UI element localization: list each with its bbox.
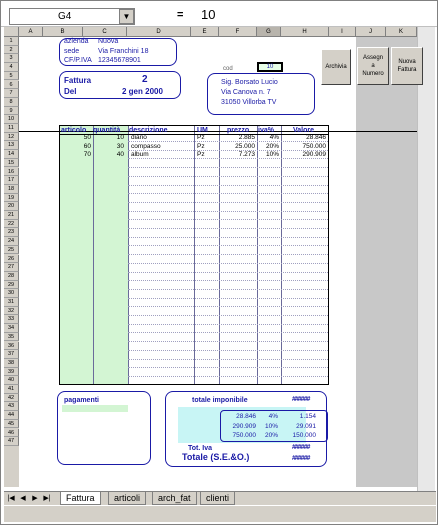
cell-iva[interactable]: 20%: [265, 142, 279, 150]
row-header[interactable]: 26: [4, 255, 19, 264]
column-header[interactable]: F: [219, 27, 257, 37]
header-descrizione: descrizione: [129, 127, 168, 134]
row-header[interactable]: 18: [4, 185, 19, 194]
grid-line: [128, 367, 328, 368]
grid-line: [128, 350, 328, 351]
grid-line: [128, 332, 328, 333]
row-header[interactable]: 35: [4, 333, 19, 342]
column-headers: [19, 27, 417, 37]
prev-sheet-icon[interactable]: ◀: [20, 495, 26, 502]
vat-tax: 29.091: [296, 422, 316, 430]
row-header[interactable]: 3: [4, 54, 19, 63]
row-header[interactable]: 34: [4, 324, 19, 333]
tab-arch-fat[interactable]: arch_fat: [152, 492, 197, 505]
tab-clienti[interactable]: clienti: [200, 492, 235, 505]
cell-prezzo[interactable]: 2.885: [238, 134, 255, 141]
row-header[interactable]: 30: [4, 289, 19, 298]
cell-articolo[interactable]: 50: [83, 134, 91, 141]
customer-code-label: cod: [223, 66, 233, 72]
column-header[interactable]: H: [281, 27, 329, 37]
grid-line: [128, 158, 328, 159]
row-header[interactable]: 11: [4, 124, 19, 133]
cell-quantita[interactable]: 30: [116, 142, 124, 150]
tot-iva-value: ######: [292, 444, 310, 451]
grid-line: [128, 176, 328, 177]
row-header[interactable]: 39: [4, 368, 19, 377]
row-header[interactable]: 44: [4, 411, 19, 420]
row-header[interactable]: 28: [4, 272, 19, 281]
cell-um[interactable]: Pz: [197, 142, 205, 150]
row-header[interactable]: 14: [4, 150, 19, 159]
sheet-tabs-bar: [4, 491, 436, 505]
grid-line: [128, 185, 328, 186]
grid-line: [128, 202, 328, 203]
row-header[interactable]: 27: [4, 263, 19, 272]
grid-line: [128, 272, 328, 273]
grid-line: [128, 211, 328, 212]
row-header[interactable]: 22: [4, 220, 19, 229]
column-header[interactable]: J: [356, 27, 386, 37]
drawing-toolbar: [4, 506, 436, 522]
grid-line: [128, 298, 328, 299]
row-header[interactable]: 2: [4, 46, 19, 55]
grid-line: [128, 228, 328, 229]
cell-valore[interactable]: 750.000: [302, 142, 326, 150]
grid-line: [128, 219, 328, 220]
company-box: [59, 38, 177, 66]
row-header[interactable]: 47: [4, 437, 19, 446]
cell-um[interactable]: Pz: [197, 134, 205, 141]
grid-line: [128, 289, 328, 290]
grid-line: [128, 141, 328, 142]
cell-valore[interactable]: 290.909: [302, 151, 326, 159]
new-invoice-button[interactable]: Nuova Fattura: [391, 47, 423, 85]
column-header[interactable]: I: [329, 27, 356, 37]
row-header[interactable]: 19: [4, 194, 19, 203]
grid-line: [128, 254, 328, 255]
cell-prezzo[interactable]: 7.273: [238, 151, 255, 159]
cell-prezzo[interactable]: 25.000: [235, 142, 255, 150]
company-vat: 12345678901: [98, 57, 141, 64]
grid-line: [128, 306, 328, 307]
vat-rate: 4%: [268, 413, 278, 420]
grid-line: [128, 150, 328, 151]
invoice-number-label: Fattura: [64, 76, 92, 85]
row-header[interactable]: 36: [4, 342, 19, 351]
vat-base: 290.909: [232, 422, 256, 430]
row-header[interactable]: 13: [4, 141, 19, 150]
name-box[interactable]: G4: [9, 8, 135, 25]
payments-input[interactable]: [62, 405, 128, 412]
formula-bar: [1, 1, 437, 27]
row-header[interactable]: 29: [4, 281, 19, 290]
payments-label: pagamenti: [64, 397, 100, 404]
row-header[interactable]: 6: [4, 81, 19, 90]
row-header[interactable]: 41: [4, 385, 19, 394]
grid-line: [128, 280, 328, 281]
imponibile-value: ######: [292, 396, 310, 403]
next-sheet-icon[interactable]: ▶: [32, 495, 38, 502]
customer-street: Via Canova n. 7: [221, 89, 271, 96]
cell-iva[interactable]: 10%: [265, 151, 279, 159]
row-header[interactable]: 9: [4, 107, 19, 116]
invoice-number: 2: [142, 74, 148, 85]
vat-base: 750.000: [232, 432, 256, 439]
vertical-scrollbar[interactable]: [417, 27, 435, 491]
customer-name: Sig. Borsato Lucio: [221, 79, 278, 86]
formula-equals: =: [177, 9, 184, 21]
totals-box: [165, 391, 327, 467]
header-quantita: quantità: [93, 127, 121, 134]
header-prezzo: prezzo: [227, 127, 250, 134]
row-header[interactable]: 40: [4, 376, 19, 385]
vat-base: 28.846: [236, 413, 256, 420]
cell-articolo[interactable]: 70: [83, 151, 91, 159]
payments-box: [57, 391, 151, 465]
row-header[interactable]: 45: [4, 420, 19, 429]
row-header[interactable]: 33: [4, 315, 19, 324]
header-valore: Valore: [293, 127, 315, 134]
total-label: Totale (S.E.&O.): [182, 452, 250, 462]
header-iva: iva%: [258, 127, 274, 134]
row-header[interactable]: 8: [4, 98, 19, 107]
grid-line: [128, 341, 328, 342]
grey-area: [356, 37, 417, 487]
row-headers: [4, 37, 19, 487]
vat-tax: 150.000: [292, 432, 316, 439]
row-header[interactable]: 32: [4, 307, 19, 316]
row-header[interactable]: 25: [4, 246, 19, 255]
invoice-box: [59, 71, 181, 99]
cell-descrizione[interactable]: diario: [131, 134, 147, 141]
formula-input[interactable]: 10: [201, 7, 216, 22]
header-articolo: articolo: [61, 127, 87, 134]
grid-line: [128, 324, 328, 325]
tab-articoli[interactable]: articoli: [108, 492, 146, 505]
grid-line: [128, 359, 328, 360]
invoice-date: 2 gen 2000: [122, 87, 163, 96]
grid-line: [128, 245, 328, 246]
row-header[interactable]: 17: [4, 176, 19, 185]
row-header[interactable]: 20: [4, 202, 19, 211]
row-header[interactable]: 24: [4, 237, 19, 246]
company-name-label: azienda: [64, 38, 89, 45]
cell-descrizione[interactable]: compasso: [131, 142, 161, 150]
cell-iva[interactable]: 4%: [269, 134, 279, 141]
header-um: UM: [197, 127, 208, 134]
cell-um[interactable]: Pz: [197, 151, 205, 159]
company-address-label: sede: [64, 48, 80, 55]
row-header[interactable]: 15: [4, 159, 19, 168]
customer-city: 31050 Villorba TV: [221, 99, 277, 106]
row-header[interactable]: 43: [4, 402, 19, 411]
cell-quantita[interactable]: 10: [116, 134, 124, 141]
row-header[interactable]: 16: [4, 168, 19, 177]
grid-line: [128, 263, 328, 264]
customer-code-cell[interactable]: 10: [257, 62, 283, 72]
cell-valore[interactable]: 28.846: [306, 134, 326, 141]
vat-rate: 10%: [264, 422, 278, 430]
company-name: Nuova: [98, 38, 119, 45]
column-header[interactable]: C: [83, 27, 127, 37]
archive-button[interactable]: Archivia: [321, 49, 351, 85]
grid-line: [128, 315, 328, 316]
invoice-date-label: Del: [64, 87, 77, 96]
column-header[interactable]: B: [43, 27, 83, 37]
row-header[interactable]: 7: [4, 89, 19, 98]
vat-rate: 20%: [264, 432, 278, 439]
company-address: Via Franchini 18: [98, 48, 149, 55]
row-header[interactable]: 31: [4, 298, 19, 307]
row-header[interactable]: 1: [4, 37, 19, 46]
green-columns: [60, 126, 128, 384]
row-header[interactable]: 37: [4, 350, 19, 359]
assign-number-button[interactable]: Assegn a Numero: [357, 47, 389, 85]
column-header[interactable]: A: [19, 27, 43, 37]
select-all-corner[interactable]: [4, 27, 19, 37]
grid-line: [128, 237, 328, 238]
first-sheet-icon[interactable]: |◀: [7, 495, 15, 502]
column-header[interactable]: K: [386, 27, 417, 37]
cell-quantita[interactable]: 40: [116, 151, 124, 159]
grid-line: [128, 167, 328, 168]
row-header[interactable]: 5: [4, 72, 19, 81]
tab-fattura[interactable]: Fattura: [60, 492, 101, 505]
grid-line: [128, 193, 328, 194]
grid-line: [128, 376, 328, 377]
row-header[interactable]: 23: [4, 228, 19, 237]
total-value: ######: [292, 455, 310, 462]
company-vat-label: CF/P.IVA: [64, 57, 92, 64]
row-header[interactable]: 46: [4, 429, 19, 438]
row-header[interactable]: 38: [4, 359, 19, 368]
last-sheet-icon[interactable]: ▶|: [43, 495, 51, 502]
row-header[interactable]: 4: [4, 63, 19, 72]
row-header[interactable]: 12: [4, 133, 19, 142]
tot-iva-label: Tot. Iva: [188, 445, 212, 452]
column-header[interactable]: D: [127, 27, 191, 37]
cell-articolo[interactable]: 60: [83, 142, 91, 150]
column-header[interactable]: G: [257, 27, 281, 37]
row-header[interactable]: 21: [4, 211, 19, 220]
cell-descrizione[interactable]: album: [131, 151, 149, 159]
column-divider: [93, 126, 94, 384]
customer-box: [207, 73, 315, 115]
row-header[interactable]: 42: [4, 394, 19, 403]
vat-tax: 1.154: [299, 413, 316, 420]
row-header[interactable]: 10: [4, 115, 19, 124]
imponibile-label: totale imponibile: [192, 397, 248, 404]
column-header[interactable]: E: [191, 27, 219, 37]
name-box-dropdown-icon[interactable]: ▼: [119, 9, 134, 24]
